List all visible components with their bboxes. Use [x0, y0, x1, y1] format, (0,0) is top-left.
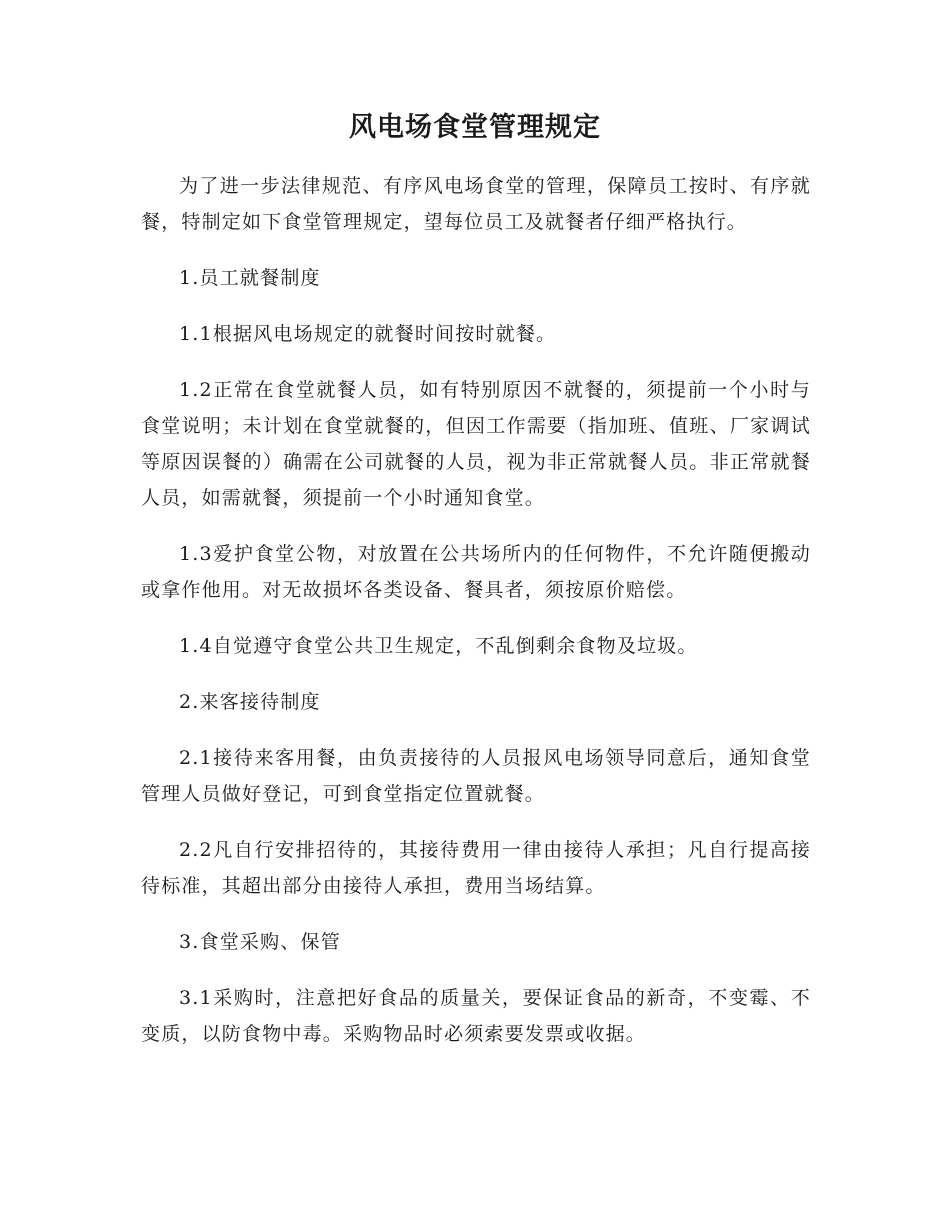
section-heading-3: 3.食堂采购、保管	[179, 931, 341, 953]
clause-3-1: 3.1采购时，注意把好食品的质量关，要保证食品的新奇，不变霉、不变质，以防食物中毒。采购物品时必须索要发票或收据。	[141, 987, 811, 1045]
clause-1-3: 1.3爱护食堂公物，对放置在公共场所内的任何物件，不允许随便搬动或拿作他用。对无故损坏各类设备、餐具者，须按原价赔偿。	[141, 543, 811, 601]
clause-1-1: 1.1根据风电场规定的就餐时间按时就餐。	[179, 323, 557, 345]
clause-2-2: 2.2凡自行安排招待的，其接待费用一律由接待人承担；凡自行提高接待标准，其超出部分由接待人承担，费用当场结算。	[141, 839, 811, 897]
section-heading-1: 1.员工就餐制度	[179, 267, 321, 289]
document-title: 风电场食堂管理规定	[349, 112, 601, 143]
clause-1-4: 1.4自觉遵守食堂公共卫生规定，不乱倒剩余食物及垃圾。	[179, 635, 698, 657]
section-heading-2: 2.来客接待制度	[179, 691, 321, 713]
document-body	[141, 168, 811, 1072]
intro-paragraph: 为了进一步法律规范、有序风电场食堂的管理，保障员工按时、有序就餐，特制定如下食堂管理规定，望每位员工及就餐者仔细严格执行。	[141, 175, 811, 233]
clause-2-1: 2.1接待来客用餐，由负责接待的人员报风电场领导同意后，通知食堂管理人员做好登记，可到食堂指定位置就餐。	[141, 747, 811, 805]
clause-1-2: 1.2正常在食堂就餐人员，如有特别原因不就餐的，须提前一个小时与食堂说明；未计划在食堂就餐的，但因工作需要（指加班、值班、厂家调试等原因误餐的）确需在公司就餐的人员，视为非正常就餐人员。非正常就餐人员，如需就餐，须提前一个小时通知食堂。	[141, 379, 811, 509]
